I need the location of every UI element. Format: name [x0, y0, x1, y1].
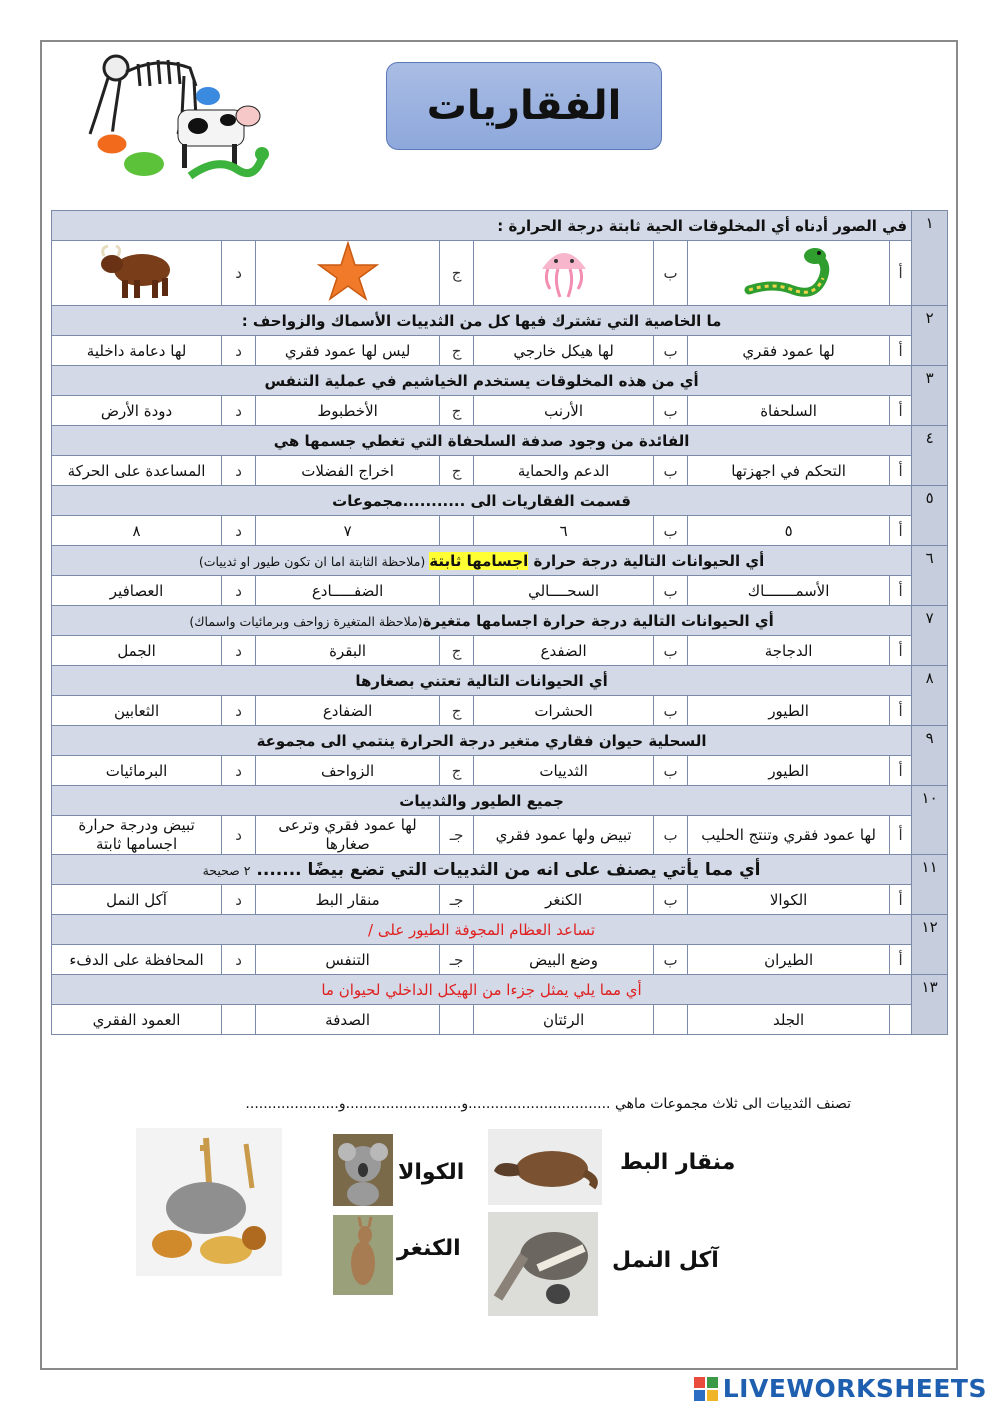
option-letter: د [222, 945, 256, 975]
option-letter: ج [440, 756, 474, 786]
frog-icon [124, 152, 164, 176]
answer-row [52, 696, 948, 726]
question-number: ١٢ [912, 915, 948, 975]
option-letter: جـ [440, 945, 474, 975]
option-letter: د [222, 336, 256, 366]
answer-option[interactable]: اخراج الفضلات [256, 456, 440, 486]
answer-option[interactable]: الضفادع [256, 696, 440, 726]
answer-option[interactable]: الدعم والحماية [474, 456, 654, 486]
question-row [52, 666, 948, 696]
answer-option[interactable]: لها عمود فقري [688, 336, 890, 366]
answer-option[interactable]: الأسمـــــــاك [688, 576, 890, 606]
answer-row [52, 636, 948, 666]
answer-option[interactable]: لها هيكل خارجي [474, 336, 654, 366]
option-letter: أ [890, 816, 912, 855]
option-letter: د [222, 696, 256, 726]
option-letter: أ [890, 576, 912, 606]
answer-option[interactable]: الأخطبوط [256, 396, 440, 426]
platypus-image [488, 1129, 602, 1205]
koala-label: الكوالا [398, 1160, 465, 1185]
page-title: الفقاريات [426, 83, 622, 129]
answer-option[interactable]: تبيض ودرجة حرارة اجسامها ثابتة [52, 816, 222, 855]
page-title-box [386, 62, 662, 150]
answer-option[interactable]: الزواحف [256, 756, 440, 786]
question-number: ٤ [912, 426, 948, 486]
question-row [52, 606, 948, 636]
answer-option[interactable] [474, 241, 654, 306]
answer-option[interactable]: ٧ [256, 516, 440, 546]
anteater-label: آكل النمل [612, 1248, 719, 1273]
answer-option[interactable]: التنفس [256, 945, 440, 975]
kangaroo-label: الكنغر [397, 1236, 461, 1261]
fish-icon [96, 133, 128, 155]
answer-option[interactable]: البرمائيات [52, 756, 222, 786]
answer-option[interactable]: الكنغر [474, 885, 654, 915]
option-letter: ب [654, 756, 688, 786]
answer-option[interactable] [52, 241, 222, 306]
option-letter: أ [890, 945, 912, 975]
option-letter [440, 516, 474, 546]
answer-row [52, 756, 948, 786]
bird-icon [196, 87, 220, 105]
option-letter [654, 1005, 688, 1035]
question-text: قسمت الفقاريات الى ...........مجموعات [52, 486, 912, 516]
question-text: أي الحيوانات التالية تعتني بصغارها [52, 666, 912, 696]
option-letter: جـ [440, 816, 474, 855]
option-letter: د [222, 885, 256, 915]
answer-option[interactable]: ليس لها عمود فقري [256, 336, 440, 366]
answer-option[interactable]: التحكم في اجهزتها [688, 456, 890, 486]
answer-option[interactable]: المحافظة على الدفء [52, 945, 222, 975]
question-text: الفائدة من وجود صدفة السلحفاة التي تغطي جسمها هي [52, 426, 912, 456]
option-letter: ب [654, 885, 688, 915]
liveworksheets-logo [694, 1374, 987, 1403]
answer-option[interactable]: الحشرات [474, 696, 654, 726]
answer-option[interactable]: الضفدع [474, 636, 654, 666]
option-letter: ب [654, 696, 688, 726]
option-letter [222, 1005, 256, 1035]
question-number: ٩ [912, 726, 948, 786]
option-letter: ب [654, 636, 688, 666]
question-number: ٥ [912, 486, 948, 546]
question-row [52, 546, 948, 576]
answer-option[interactable]: دودة الأرض [52, 396, 222, 426]
question-text: ما الخاصية التي تشترك فيها كل من الثدييات الأسماك والزواحف : [52, 306, 912, 336]
classification-question: تصنف الثدييات الى ثلاث مجموعات ماهي ................................و..........................و..................... [245, 1096, 851, 1112]
bull-icon [98, 242, 176, 300]
option-letter: د [222, 636, 256, 666]
question-row [52, 306, 948, 336]
question-text: في الصور أدناه أي المخلوقات الحية ثابتة درجة الحرارة : [52, 211, 912, 241]
question-row [52, 975, 948, 1005]
question-text: تساعد العظام المجوفة الطيور على / [52, 915, 912, 945]
starfish-icon [317, 241, 379, 301]
answer-option[interactable]: لها دعامة داخلية [52, 336, 222, 366]
question-text: أي الحيوانات التالية درجة حرارة اجسامها ثابتة (ملاحظة الثابتة اما ان تكون طيور او ثدييات) [52, 546, 912, 576]
option-letter: ج [440, 241, 474, 306]
mammals-group-image [136, 1128, 282, 1276]
answer-row [52, 396, 948, 426]
option-letter: ب [654, 516, 688, 546]
answer-option[interactable]: العصافير [52, 576, 222, 606]
snake-icon [190, 158, 262, 176]
option-letter [440, 1005, 474, 1035]
question-row [52, 486, 948, 516]
question-note: ٢ صحيحة [202, 862, 251, 878]
answer-row [52, 576, 948, 606]
answer-option[interactable]: السحــــالي [474, 576, 654, 606]
option-letter: ب [654, 336, 688, 366]
question-number: ١٠ [912, 786, 948, 855]
option-letter: أ [890, 696, 912, 726]
question-row [52, 726, 948, 756]
answer-option[interactable]: الأرنب [474, 396, 654, 426]
question-row [52, 426, 948, 456]
question-number: ١ [912, 211, 948, 306]
question-row [52, 855, 948, 885]
option-letter: ب [654, 396, 688, 426]
question-text: أي مما يلي يمثل جزءا من الهيكل الداخلي لحيوان ما [52, 975, 912, 1005]
option-letter: أ [890, 636, 912, 666]
option-letter: أ [890, 516, 912, 546]
brand-name: LIVEWORKSHEETS [722, 1374, 987, 1403]
answer-option[interactable]: الصدفة [256, 1005, 440, 1035]
answer-row [52, 336, 948, 366]
option-letter: ب [654, 816, 688, 855]
answer-option[interactable]: لها عمود فقري وتنتج الحليب [688, 816, 890, 855]
answer-option[interactable]: لها عمود فقري وترعى صغارها [256, 816, 440, 855]
option-letter: د [222, 241, 256, 306]
option-letter: أ [890, 396, 912, 426]
quiz-table [51, 210, 948, 1035]
answer-option[interactable]: الجلد [688, 1005, 890, 1035]
answer-option[interactable]: الرئتان [474, 1005, 654, 1035]
vertebrates-collage-image [78, 46, 274, 186]
option-letter [890, 1005, 912, 1035]
answer-option[interactable]: ٦ [474, 516, 654, 546]
option-letter: د [222, 756, 256, 786]
answer-option[interactable]: السلحفاة [688, 396, 890, 426]
option-letter: ج [440, 456, 474, 486]
option-letter: أ [890, 241, 912, 306]
option-letter: جـ [440, 885, 474, 915]
answer-option[interactable]: الجمل [52, 636, 222, 666]
kangaroo-image [333, 1215, 393, 1295]
question-row [52, 915, 948, 945]
answer-option[interactable]: الدجاجة [688, 636, 890, 666]
question-number: ٣ [912, 366, 948, 426]
option-letter: ب [654, 241, 688, 306]
question-number: ٦ [912, 546, 948, 606]
question-row [52, 786, 948, 816]
option-letter: د [222, 816, 256, 855]
cow-icon [178, 106, 260, 168]
answer-option[interactable]: المساعدة على الحركة [52, 456, 222, 486]
option-letter: د [222, 396, 256, 426]
answer-row [52, 516, 948, 546]
answer-option[interactable]: الطيران [688, 945, 890, 975]
question-number: ٧ [912, 606, 948, 666]
answer-option[interactable]: تبيض ولها عمود فقري [474, 816, 654, 855]
option-letter: أ [890, 885, 912, 915]
koala-image [333, 1134, 393, 1206]
option-letter: د [222, 516, 256, 546]
question-row [52, 366, 948, 396]
answer-option[interactable]: الكوالا [688, 885, 890, 915]
option-letter: أ [890, 756, 912, 786]
jellyfish-icon [534, 241, 594, 301]
option-letter: ج [440, 636, 474, 666]
answer-option[interactable]: وضع البيض [474, 945, 654, 975]
option-letter: أ [890, 456, 912, 486]
question-text: السحلية حيوان فقاري متغير درجة الحرارة ينتمي الى مجموعة [52, 726, 912, 756]
question-number: ٢ [912, 306, 948, 366]
option-letter: ج [440, 336, 474, 366]
question-text: جميع الطيور والثدييات [52, 786, 912, 816]
answer-option[interactable] [688, 241, 890, 306]
question-text: أي الحيوانات التالية درجة حرارة اجسامها متغيرة(ملاحظة المتغيرة زواحف وبرمائيات واسماك) [52, 606, 912, 636]
answer-option[interactable]: الثدييات [474, 756, 654, 786]
option-letter: ج [440, 396, 474, 426]
answer-row [52, 1005, 948, 1035]
question-note: (ملاحظة المتغيرة زواحف وبرمائيات واسماك) [189, 613, 423, 629]
answer-option[interactable]: ٨ [52, 516, 222, 546]
highlighted-text: اجسامها ثابتة [429, 551, 529, 570]
answer-row [52, 885, 948, 915]
platypus-label: منقار البط [620, 1150, 736, 1175]
answer-row [52, 945, 948, 975]
answer-option[interactable]: الطيور [688, 756, 890, 786]
question-number: ١٣ [912, 975, 948, 1035]
option-letter: ب [654, 576, 688, 606]
answer-option[interactable]: الطيور [688, 696, 890, 726]
option-letter: ب [654, 456, 688, 486]
question-text: أي مما يأتي يصنف على انه من الثدييات التي تضع بيضًا ....... ٢ صحيحة [52, 855, 912, 885]
question-number: ٨ [912, 666, 948, 726]
option-letter [440, 576, 474, 606]
answer-option[interactable]: منقار البط [256, 885, 440, 915]
answer-option[interactable] [256, 241, 440, 306]
question-note: (ملاحظة الثابتة اما ان تكون طيور او ثدييات) [198, 553, 430, 569]
option-letter: أ [890, 336, 912, 366]
question-row [52, 211, 948, 241]
answer-option[interactable]: آكل النمل [52, 885, 222, 915]
question-text: أي من هذه المخلوقات يستخدم الخياشيم في عملية التنفس [52, 366, 912, 396]
liveworksheets-icon [694, 1377, 718, 1401]
answer-option[interactable]: الثعابين [52, 696, 222, 726]
answer-row [52, 816, 948, 855]
question-number: ١١ [912, 855, 948, 915]
answer-row [52, 241, 948, 306]
option-letter: ب [654, 945, 688, 975]
answer-row [52, 456, 948, 486]
answer-option[interactable]: العمود الفقري [52, 1005, 222, 1035]
answer-option[interactable]: الضفـــــادع [256, 576, 440, 606]
option-letter: د [222, 576, 256, 606]
anteater-image [488, 1212, 598, 1316]
answer-option[interactable]: البقرة [256, 636, 440, 666]
answer-option[interactable]: ٥ [688, 516, 890, 546]
option-letter: ج [440, 696, 474, 726]
snake-icon [743, 242, 835, 300]
option-letter: د [222, 456, 256, 486]
